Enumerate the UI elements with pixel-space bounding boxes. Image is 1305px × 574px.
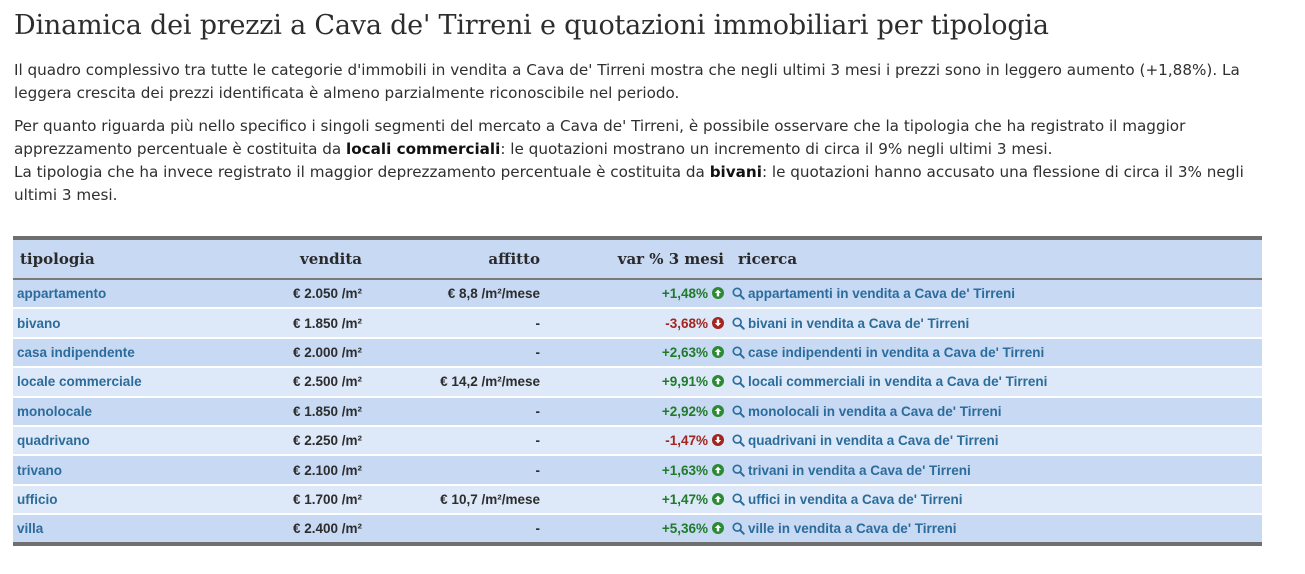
tipologia-link[interactable]: casa indipendente [17,344,135,360]
cell-tipologia [13,279,234,308]
table-row [13,308,1262,337]
cell-var [540,455,724,484]
cell-vendita: € 1.700 /m² [234,485,362,514]
circle-arrow-up-icon [712,405,724,417]
cell-tipologia [13,338,234,367]
cell-tipologia [13,367,234,396]
var-value: +5,36% [661,520,708,536]
table-row [13,279,1262,308]
segments-text-1: Per quanto riguarda più nello specifico i singoli segmenti del mercato a Cava de' Tirreni, è possibile osservare che la tipologia che ha registrato il maggior apprezzamento percentuale è costituita da [14,117,1186,158]
cell-ricerca [724,367,1262,396]
table-row [13,455,1262,484]
search-link[interactable]: monolocali in vendita a Cava de' Tirreni [748,403,1002,419]
tipologia-link[interactable]: villa [17,520,44,536]
search-link[interactable]: quadrivani in vendita a Cava de' Tirreni [748,433,999,449]
summary-paragraph: Il quadro complessivo tra tutte le categorie d'immobili in vendita a Cava de' Tirreni mostra che negli ultimi 3 mesi i prezzi sono in leggero aumento (+1,88%). La leggera crescita dei prezzi identificata è almeno parzialmente riconoscibile nel periodo. [14,61,1240,102]
search-icon [732,404,748,419]
search-link[interactable]: ville in vendita a Cava de' Tirreni [748,520,957,536]
cell-tipologia [13,514,234,543]
search-link[interactable]: bivani in vendita a Cava de' Tirreni [748,315,970,331]
segments-text-2: : le quotazioni mostrano un incremento di circa il 9% negli ultimi 3 mesi. [500,140,1053,158]
var-value: -1,47% [665,433,708,449]
cell-affitto: € 10,7 /m²/mese [362,485,540,514]
cell-vendita: € 2.000 /m² [234,338,362,367]
segments-text-3: La tipologia che ha invece registrato il maggior deprezzamento percentuale è costituita da [14,163,710,181]
top-gainer-label: locali commerciali [346,140,501,158]
table-row [13,338,1262,367]
tipologia-link[interactable]: monolocale [17,403,93,419]
cell-ricerca [724,455,1262,484]
var-value: +1,63% [661,462,708,478]
cell-ricerca [724,485,1262,514]
cell-vendita: € 2.500 /m² [234,367,362,396]
cell-ricerca [724,308,1262,337]
cell-ricerca [724,397,1262,426]
tipologia-link[interactable]: ufficio [17,491,58,507]
cell-ricerca [724,514,1262,543]
circle-arrow-up-icon [712,375,724,387]
search-icon [732,345,748,360]
circle-arrow-up-icon [712,464,724,476]
cell-var [540,426,724,455]
header-tipologia: tipologia [13,238,234,279]
cell-affitto: - [362,338,540,367]
search-icon [732,433,748,448]
search-icon [732,492,748,507]
cell-tipologia [13,308,234,337]
circle-arrow-up-icon [712,287,724,299]
search-icon [732,286,748,301]
var-value: +1,47% [661,491,708,507]
search-icon [732,521,748,536]
var-value: +1,48% [661,286,708,302]
cell-vendita: € 2.050 /m² [234,279,362,308]
var-value: +9,91% [661,374,708,390]
segments-paragraph [14,115,1274,207]
cell-var [540,485,724,514]
prices-table [13,236,1262,546]
cell-affitto: € 8,8 /m²/mese [362,279,540,308]
cell-vendita: € 1.850 /m² [234,308,362,337]
search-link[interactable]: trivani in vendita a Cava de' Tirreni [748,462,971,478]
search-icon [732,374,748,389]
circle-arrow-down-icon [712,434,724,446]
table-row [13,485,1262,514]
search-link[interactable]: appartamenti in vendita a Cava de' Tirreni [748,286,1016,302]
cell-vendita: € 2.400 /m² [292,520,362,536]
cell-affitto: - [535,520,540,536]
circle-arrow-down-icon [712,317,724,329]
table-row [13,397,1262,426]
circle-arrow-up-icon [712,493,724,505]
header-affitto: affitto [362,238,540,279]
tipologia-link[interactable]: appartamento [17,286,107,302]
header-vendita: vendita [234,238,362,279]
cell-affitto: € 14,2 /m²/mese [362,367,540,396]
circle-arrow-up-icon [712,346,724,358]
cell-affitto: - [362,455,540,484]
header-var: var % 3 mesi [540,238,724,279]
search-icon [732,463,748,478]
cell-tipologia [13,397,234,426]
tipologia-link[interactable]: bivano [17,315,61,331]
table-header-row [13,238,1262,279]
var-value: -3,68% [665,315,708,331]
cell-ricerca [724,279,1262,308]
table-row [13,367,1262,396]
table-body [13,279,1262,544]
cell-affitto: - [362,308,540,337]
table-row [13,514,1262,543]
search-link[interactable]: case indipendenti in vendita a Cava de' Tirreni [748,344,1045,360]
cell-ricerca [724,338,1262,367]
table-row [13,426,1262,455]
tipologia-link[interactable]: quadrivano [17,433,90,449]
page-title: Dinamica dei prezzi a Cava de' Tirreni e quotazioni immobiliari per tipologia [14,10,1049,41]
cell-vendita: € 1.850 /m² [234,397,362,426]
search-link[interactable]: uffici in vendita a Cava de' Tirreni [748,491,963,507]
circle-arrow-up-icon [712,522,724,534]
cell-ricerca [724,426,1262,455]
cell-var [540,308,724,337]
var-value: +2,92% [661,403,708,419]
cell-vendita: € 2.100 /m² [234,455,362,484]
cell-var [540,514,724,543]
top-loser-label: bivani [709,163,762,181]
var-value: +2,63% [661,344,708,360]
tipologia-link[interactable]: trivano [17,462,63,478]
cell-tipologia [13,485,234,514]
cell-tipologia [13,455,234,484]
cell-affitto: - [362,397,540,426]
cell-var [540,367,724,396]
segments-text-4: : le quotazioni hanno accusato una flessione di circa il 3% negli ultimi 3 mesi. [14,163,1244,204]
search-icon [732,316,748,331]
cell-var [540,338,724,367]
cell-vendita: € 2.250 /m² [234,426,362,455]
search-link[interactable]: locali commerciali in vendita a Cava de' Tirreni [748,374,1048,390]
tipologia-link[interactable]: locale commerciale [17,374,142,390]
cell-var [540,279,724,308]
cell-var [540,397,724,426]
header-ricerca: ricerca [724,238,1262,279]
cell-tipologia [13,426,234,455]
cell-affitto: - [362,426,540,455]
